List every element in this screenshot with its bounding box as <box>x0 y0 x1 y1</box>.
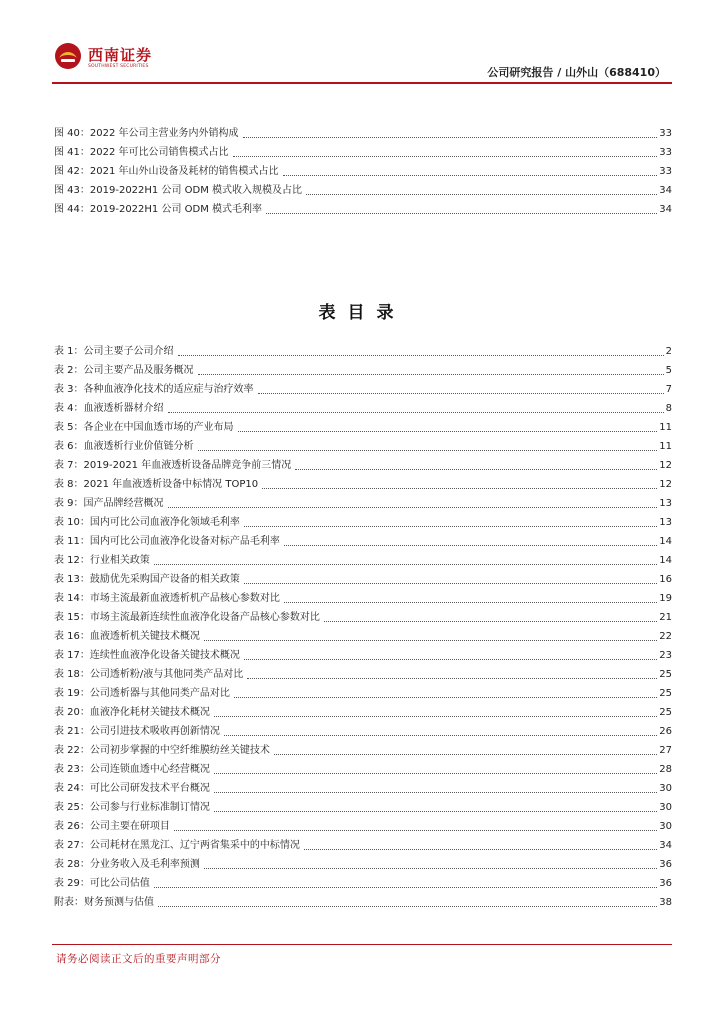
dot-leader <box>247 677 657 679</box>
table-entry-label: 表 19：公司透析器与其他同类产品对比 <box>54 688 230 699</box>
table-entry-label: 表 11：国内可比公司血液净化设备对标产品毛利率 <box>54 536 280 547</box>
dot-leader <box>168 411 664 413</box>
table-entry[interactable] <box>54 491 672 510</box>
dot-leader <box>154 563 657 565</box>
table-entry-label: 表 28：分业务收入及毛利率预测 <box>54 859 200 870</box>
southwest-securities-logo-icon <box>54 42 82 70</box>
dot-leader <box>198 449 658 451</box>
dot-leader <box>295 468 657 470</box>
figure-entry[interactable] <box>54 159 672 178</box>
table-entry[interactable] <box>54 700 672 719</box>
table-entry[interactable] <box>54 871 672 890</box>
footer-divider <box>52 944 672 945</box>
figure-entry-page-number: 33 <box>659 128 672 139</box>
figure-entry-label: 图 40：2022 年公司主营业务内外销构成 <box>54 128 239 139</box>
table-entry[interactable] <box>54 719 672 738</box>
table-entry[interactable] <box>54 795 672 814</box>
table-entry-label: 表 15：市场主流最新连续性血液净化设备产品核心参数对比 <box>54 612 320 623</box>
table-entry-page-number: 30 <box>659 821 672 832</box>
dot-leader <box>214 810 657 812</box>
dot-leader <box>258 392 664 394</box>
table-entry-label: 表 22：公司初步掌握的中空纤维膜纺丝关键技术 <box>54 745 270 756</box>
table-entry-label: 表 24：可比公司研发技术平台概况 <box>54 783 210 794</box>
table-entry-label: 表 14：市场主流最新血液透析机产品核心参数对比 <box>54 593 280 604</box>
table-entry-label: 表 18：公司透析粉/液与其他同类产品对比 <box>54 669 244 680</box>
table-entry-page-number: 30 <box>659 802 672 813</box>
figure-entry-page-number: 34 <box>659 185 672 196</box>
table-entry-label: 表 23：公司连锁血透中心经营概况 <box>54 764 210 775</box>
table-entry-label: 表 2：公司主要产品及服务概况 <box>54 365 194 376</box>
figure-entry-page-number: 33 <box>659 166 672 177</box>
table-entry-page-number: 8 <box>665 403 672 414</box>
table-entry-label: 表 3：各种血液净化技术的适应症与治疗效率 <box>54 384 254 395</box>
dot-leader <box>198 373 664 375</box>
table-entry-label: 表 10：国内可比公司血液净化领域毛利率 <box>54 517 240 528</box>
figure-entry[interactable] <box>54 121 672 140</box>
table-entry-page-number: 14 <box>659 536 672 547</box>
dot-leader <box>168 506 658 508</box>
dot-leader <box>266 212 657 214</box>
table-entry[interactable] <box>54 548 672 567</box>
dot-leader <box>304 848 657 850</box>
dot-leader <box>214 772 657 774</box>
table-entry-page-number: 38 <box>659 897 672 908</box>
table-entry-page-number: 21 <box>659 612 672 623</box>
table-entry-label: 表 5：各企业在中国血透市场的产业布局 <box>54 422 234 433</box>
table-entry-page-number: 25 <box>659 707 672 718</box>
dot-leader <box>274 753 657 755</box>
dot-leader <box>283 174 658 176</box>
table-entry-page-number: 27 <box>659 745 672 756</box>
table-entry[interactable] <box>54 529 672 548</box>
table-entry-label: 表 26：公司主要在研项目 <box>54 821 170 832</box>
dot-leader <box>238 430 658 432</box>
table-entry-page-number: 26 <box>659 726 672 737</box>
dot-leader <box>262 487 657 489</box>
table-entry[interactable] <box>54 757 672 776</box>
figure-entry[interactable] <box>54 197 672 216</box>
figure-entry-page-number: 34 <box>659 204 672 215</box>
dot-leader <box>324 620 657 622</box>
table-entry-page-number: 5 <box>665 365 672 376</box>
dot-leader <box>244 658 657 660</box>
table-entry[interactable] <box>54 605 672 624</box>
logo-text-cn: 西南证券 <box>88 46 153 64</box>
table-entry-label: 表 8：2021 年血液透析设备中标情况 TOP10 <box>54 479 259 490</box>
table-entry[interactable] <box>54 852 672 871</box>
table-entry[interactable] <box>54 662 672 681</box>
figure-entry-label: 图 43：2019-2022H1 公司 ODM 模式收入规模及占比 <box>54 185 303 196</box>
table-entry-page-number: 28 <box>659 764 672 775</box>
table-entry-page-number: 16 <box>659 574 672 585</box>
table-entry-label: 表 29：可比公司估值 <box>54 878 150 889</box>
table-entry[interactable] <box>54 472 672 491</box>
table-entry[interactable] <box>54 624 672 643</box>
table-entry[interactable] <box>54 377 672 396</box>
figure-list <box>54 121 672 216</box>
figure-entry[interactable] <box>54 178 672 197</box>
table-entry-page-number: 7 <box>665 384 672 395</box>
table-section-title: 表目录 <box>318 303 406 323</box>
table-entry-page-number: 34 <box>659 840 672 851</box>
table-entry[interactable] <box>54 814 672 833</box>
table-entry-page-number: 14 <box>659 555 672 566</box>
table-entry-page-number: 25 <box>659 688 672 699</box>
figure-entry-label: 图 44：2019-2022H1 公司 ODM 模式毛利率 <box>54 204 263 215</box>
dot-leader <box>243 136 658 138</box>
dot-leader <box>214 715 657 717</box>
table-entry[interactable] <box>54 339 672 358</box>
table-entry-page-number: 2 <box>665 346 672 357</box>
header-divider <box>52 82 672 84</box>
dot-leader <box>284 544 657 546</box>
dot-leader <box>204 867 657 869</box>
table-entry-label: 表 13：鼓励优先采购国产设备的相关政策 <box>54 574 240 585</box>
table-entry-label: 表 16：血液透析机关键技术概况 <box>54 631 200 642</box>
table-entry[interactable] <box>54 415 672 434</box>
report-label: 公司研究报告 / 山外山（688410） <box>487 66 666 79</box>
dot-leader <box>244 525 657 527</box>
table-entry-page-number: 36 <box>659 859 672 870</box>
table-entry[interactable] <box>54 586 672 605</box>
table-entry-page-number: 30 <box>659 783 672 794</box>
table-list <box>54 339 672 909</box>
table-entry-label: 表 27：公司耗材在黑龙江、辽宁两省集采中的中标情况 <box>54 840 300 851</box>
table-entry[interactable] <box>54 890 672 909</box>
figure-entry-page-number: 33 <box>659 147 672 158</box>
table-entry[interactable] <box>54 453 672 472</box>
dot-leader <box>306 193 657 195</box>
dot-leader <box>284 601 657 603</box>
dot-leader <box>178 354 664 356</box>
disclaimer-text: 请务必阅读正文后的重要声明部分 <box>56 953 221 965</box>
dot-leader <box>214 791 657 793</box>
dot-leader <box>154 886 657 888</box>
table-entry[interactable] <box>54 776 672 795</box>
dot-leader <box>174 829 657 831</box>
figure-entry[interactable] <box>54 140 672 159</box>
table-entry[interactable] <box>54 510 672 529</box>
figure-entry-label: 图 41：2022 年可比公司销售模式占比 <box>54 147 229 158</box>
page-header <box>54 42 670 86</box>
table-entry[interactable] <box>54 396 672 415</box>
table-entry-page-number: 22 <box>659 631 672 642</box>
table-entry-label: 表 1：公司主要子公司介绍 <box>54 346 174 357</box>
table-entry-label: 表 12：行业相关政策 <box>54 555 150 566</box>
dot-leader <box>224 734 657 736</box>
table-entry-page-number: 23 <box>659 650 672 661</box>
table-entry-page-number: 11 <box>659 441 672 452</box>
dot-leader <box>158 905 657 907</box>
table-entry-label: 表 6：血液透析行业价值链分析 <box>54 441 194 452</box>
dot-leader <box>204 639 657 641</box>
dot-leader <box>234 696 657 698</box>
table-entry[interactable] <box>54 643 672 662</box>
table-entry-page-number: 13 <box>659 517 672 528</box>
dot-leader <box>233 155 658 157</box>
table-entry[interactable] <box>54 681 672 700</box>
table-entry[interactable] <box>54 738 672 757</box>
table-entry-page-number: 25 <box>659 669 672 680</box>
table-entry-page-number: 13 <box>659 498 672 509</box>
table-entry[interactable] <box>54 358 672 377</box>
table-entry-label: 附表：财务预测与估值 <box>54 897 154 908</box>
table-entry-label: 表 25：公司参与行业标准制订情况 <box>54 802 210 813</box>
table-entry-label: 表 7：2019-2021 年血液透析设备品牌竞争前三情况 <box>54 460 292 471</box>
table-entry-label: 表 9：国产品牌经营概况 <box>54 498 164 509</box>
figure-entry-label: 图 42：2021 年山外山设备及耗材的销售模式占比 <box>54 166 279 177</box>
dot-leader <box>244 582 657 584</box>
table-entry[interactable] <box>54 833 672 852</box>
table-entry[interactable] <box>54 434 672 453</box>
table-entry-label: 表 21：公司引进技术吸收再创新情况 <box>54 726 220 737</box>
table-entry-label: 表 4：血液透析器材介绍 <box>54 403 164 414</box>
table-entry-label: 表 20：血液净化耗材关键技术概况 <box>54 707 210 718</box>
table-entry-page-number: 19 <box>659 593 672 604</box>
table-entry-label: 表 17：连续性血液净化设备关键技术概况 <box>54 650 240 661</box>
table-entry-page-number: 12 <box>659 460 672 471</box>
table-entry-page-number: 12 <box>659 479 672 490</box>
logo-text-en: SOUTHWEST SECURITIES <box>88 64 149 69</box>
table-entry-page-number: 36 <box>659 878 672 889</box>
table-entry-page-number: 11 <box>659 422 672 433</box>
table-entry[interactable] <box>54 567 672 586</box>
